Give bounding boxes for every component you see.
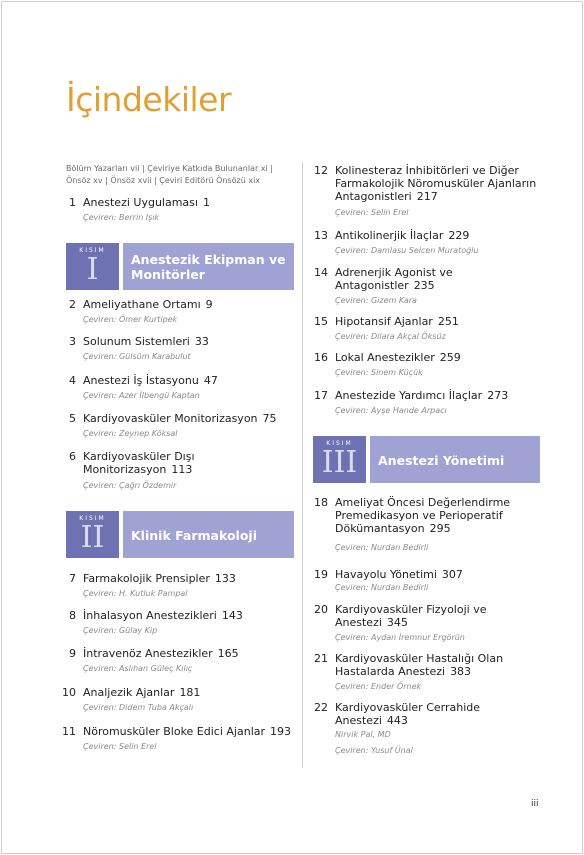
section-number-box bbox=[66, 511, 119, 558]
page-ref: 443 bbox=[386, 714, 408, 727]
chapter-title: Lokal Anestezikler bbox=[335, 351, 435, 364]
section-banner bbox=[313, 436, 540, 483]
translator: Çeviren: Damlasu Selcen Muratoğlu bbox=[335, 246, 479, 255]
translator: Çeviren: Çağrı Özdemir bbox=[83, 481, 177, 490]
column-divider bbox=[302, 162, 303, 768]
chapter-number: 15 bbox=[314, 315, 328, 328]
translator: Çeviren: Gülay Kip bbox=[83, 626, 158, 635]
page-ref: 235 bbox=[413, 279, 435, 292]
page-ref: 143 bbox=[221, 609, 243, 622]
section-banner bbox=[66, 511, 294, 558]
chapter-number: 22 bbox=[314, 701, 328, 714]
page-ref: 251 bbox=[437, 315, 459, 328]
page-ref: 47 bbox=[203, 374, 218, 387]
chapter-number: 2 bbox=[69, 298, 76, 311]
translator: Çeviren: Gizem Kara bbox=[335, 296, 417, 305]
chapter-title: Nöromusküler Bloke Edici Ajanlar bbox=[83, 725, 266, 738]
chapter-title: Anestezide Yardımcı İlaçlar bbox=[335, 389, 483, 402]
chapter-number: 21 bbox=[314, 652, 328, 665]
chapter-title: Adrenerjik Agonist ve Antagonistler 235 bbox=[335, 266, 453, 292]
chapter-title: Kardiyovasküler Fizyoloji ve Anestezi 345 bbox=[335, 603, 487, 629]
section-title-bar bbox=[123, 511, 294, 558]
translator: Çeviren: Ender Örnek bbox=[335, 682, 422, 691]
chapter-number: 20 bbox=[314, 603, 328, 616]
chapter-number: 18 bbox=[314, 496, 328, 509]
chapter-number: 6 bbox=[69, 450, 76, 463]
page-ref: 273 bbox=[487, 389, 509, 402]
section-title: Klinik Farmakoloji bbox=[131, 528, 257, 543]
page-ref: 307 bbox=[441, 568, 463, 581]
page-ref: 217 bbox=[416, 190, 438, 203]
chapter-title: Havayolu Yönetimi bbox=[335, 568, 437, 581]
chapter-number: 14 bbox=[314, 266, 328, 279]
chapter-number: 12 bbox=[314, 164, 328, 177]
section-banner bbox=[66, 243, 294, 290]
translator: Çeviren: Didem Tuba Akçalı bbox=[83, 703, 194, 712]
front-matter bbox=[66, 163, 281, 187]
page-ref: 33 bbox=[194, 335, 209, 348]
front-matter-line: Bölüm Yazarları vii | Çeviriye Katkıda Bulunanlar xi | bbox=[66, 164, 273, 173]
translator: Çeviren: Ömer Kurtipek bbox=[83, 315, 178, 324]
translator: Çeviren: Gülsüm Karabulut bbox=[83, 352, 191, 361]
translator: Çeviren: Aydan İremnur Ergörün bbox=[335, 633, 465, 642]
chapter-number: 8 bbox=[69, 609, 76, 622]
translator: Çeviren: Berrin Işık bbox=[83, 213, 160, 222]
chapter-number: 19 bbox=[314, 568, 328, 581]
section-label: KISIM bbox=[79, 515, 106, 522]
section-number-box bbox=[66, 243, 119, 290]
translator: Çeviren: H. Kutluk Pampal bbox=[83, 589, 188, 598]
page-ref: 9 bbox=[205, 298, 213, 311]
chapter-number: 17 bbox=[314, 389, 328, 402]
translator: Çeviren: Nurdan Bedirli bbox=[335, 543, 429, 552]
chapter-title: Anestezi Uygulaması bbox=[83, 196, 198, 209]
chapter-title: Kardiyovasküler Monitorizasyon bbox=[83, 412, 258, 425]
page-ref: 181 bbox=[179, 686, 201, 699]
chapter-title: Analjezik Ajanlar bbox=[83, 686, 175, 699]
page-title: İçindekiler bbox=[66, 80, 232, 119]
section-label: KISIM bbox=[326, 440, 353, 447]
chapter-title: Kardiyovasküler Hastalığı Olan Hastalarda Anestezi 383 bbox=[335, 652, 504, 678]
chapter-number: 1 bbox=[69, 196, 76, 209]
translator: Çeviren: Sinem Küçük bbox=[335, 368, 423, 377]
translator: Çeviren: Nurdan Bedirli bbox=[335, 583, 429, 592]
section-roman: III bbox=[321, 445, 358, 480]
chapter-title: Kardiyovasküler Cerrahide Anestezi 443 bbox=[335, 701, 481, 727]
toc-page bbox=[1, 1, 583, 854]
page-ref: 259 bbox=[439, 351, 461, 364]
chapter-title: Kardiyovasküler Dışı Monitorizasyon 113 bbox=[83, 450, 195, 476]
translator: Çeviren: Ayşe Hande Arpacı bbox=[335, 406, 447, 415]
section-title-bar bbox=[370, 436, 540, 483]
chapter-title: İnhalasyon Anestezikleri bbox=[83, 609, 217, 622]
chapter-title: Anestezi İş İstasyonu bbox=[83, 374, 199, 387]
chapter-number: 3 bbox=[69, 335, 76, 348]
chapter-title: Farmakolojik Prensipler bbox=[83, 572, 210, 585]
page-ref: 1 bbox=[202, 196, 210, 209]
chapter-number: 16 bbox=[314, 351, 328, 364]
chapter-title: Ameliyat Öncesi Değerlendirme Premedikasyon ve Perioperatif Dökümantasyon 295 bbox=[335, 496, 511, 535]
chapter-title: Antikolinerjik İlaçlar bbox=[335, 229, 444, 242]
translator: Çeviren: Selin Erel bbox=[335, 208, 409, 217]
page-ref: 113 bbox=[171, 463, 193, 476]
page-ref: 133 bbox=[214, 572, 236, 585]
section-number-box bbox=[313, 436, 366, 483]
translator: Çeviren: Dilara Akçal Öksüz bbox=[335, 332, 446, 341]
chapter-title: Ameliyathane Ortamı bbox=[83, 298, 201, 311]
chapter-number: 5 bbox=[69, 412, 76, 425]
section-roman: I bbox=[86, 252, 99, 287]
chapter-title: İntravenöz Anestezikler bbox=[83, 647, 213, 660]
page-ref: 75 bbox=[262, 412, 277, 425]
translator: Çeviren: Azer İlbengü Kaptan bbox=[83, 391, 200, 400]
translator: Çeviren: Aslıhan Güleç Kılıç bbox=[83, 664, 193, 673]
page-ref: 345 bbox=[386, 616, 408, 629]
page-ref: 295 bbox=[429, 522, 451, 535]
chapter-number: 10 bbox=[62, 686, 76, 699]
chapter-number: 11 bbox=[62, 725, 76, 738]
chapter-number: 13 bbox=[314, 229, 328, 242]
section-roman: II bbox=[80, 520, 105, 555]
page-ref: 383 bbox=[450, 665, 472, 678]
chapter-title: Kolinesteraz İnhibitörleri ve Diğer Farmakolojik Nöromusküler Ajanların Antagonistleri 217 bbox=[335, 164, 537, 203]
translator: Çeviren: Yusuf Ünal bbox=[335, 746, 413, 755]
section-title: Anestezik Ekipman ve Monitörler bbox=[131, 252, 286, 282]
chapter-author: Nirvik Pal, MD bbox=[335, 730, 391, 739]
front-matter-line: Önsöz xv | Önsöz xvii | Çeviri Editörü Önsözü xix bbox=[66, 176, 261, 185]
page-number: iii bbox=[531, 799, 539, 809]
chapter-number: 7 bbox=[69, 572, 76, 585]
section-label: KISIM bbox=[79, 247, 106, 254]
page-ref: 229 bbox=[448, 229, 470, 242]
page-ref: 165 bbox=[217, 647, 239, 660]
section-title: Anestezi Yönetimi bbox=[378, 453, 505, 468]
translator: Çeviren: Zeynep Köksal bbox=[83, 429, 178, 438]
section-title-bar bbox=[123, 243, 294, 290]
chapter-number: 9 bbox=[69, 647, 76, 660]
translator: Çeviren: Selin Erel bbox=[83, 742, 157, 751]
chapter-title: Solunum Sistemleri bbox=[83, 335, 190, 348]
chapter-title: Hipotansif Ajanlar bbox=[335, 315, 433, 328]
page-ref: 193 bbox=[270, 725, 292, 738]
chapter-number: 4 bbox=[69, 374, 76, 387]
